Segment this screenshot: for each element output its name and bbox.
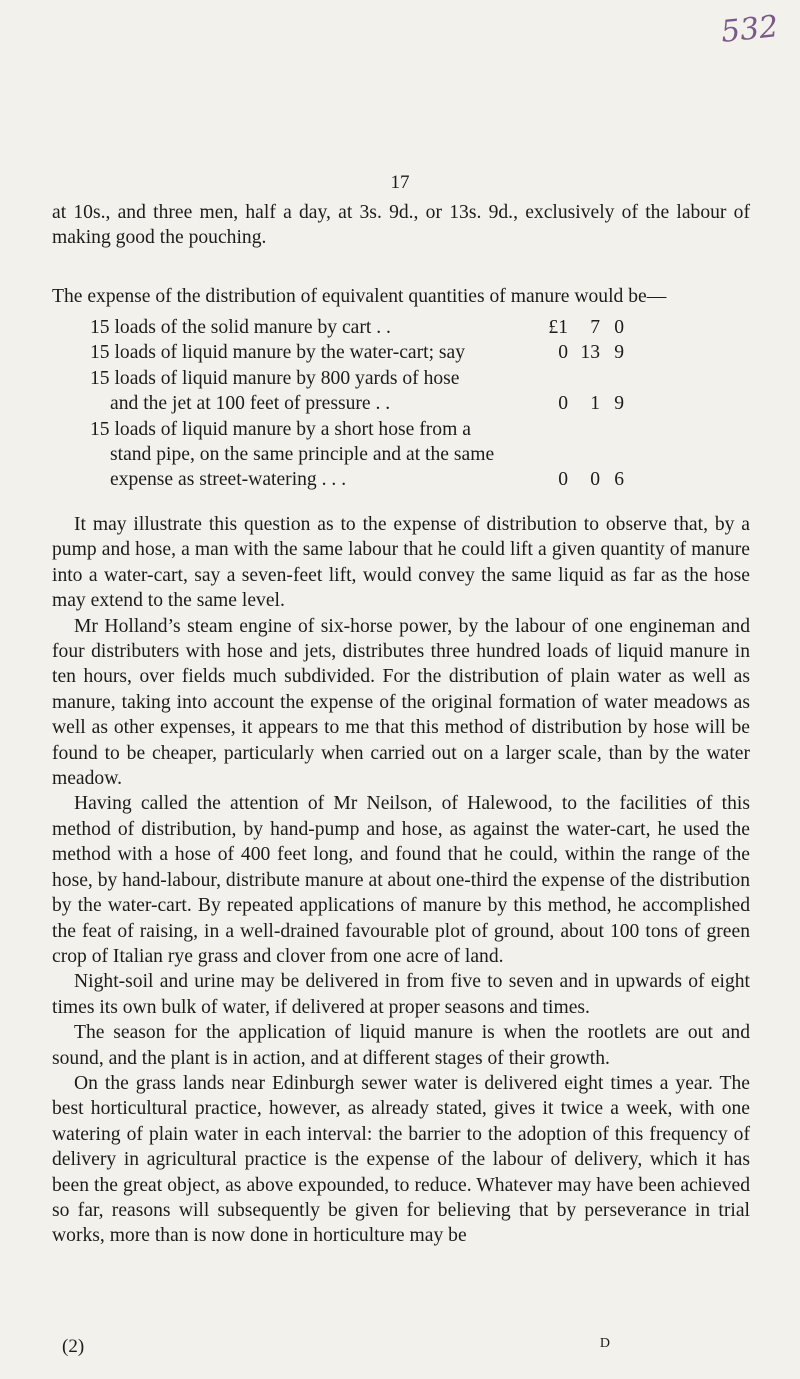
amount-shillings: 13	[580, 342, 600, 364]
expense-description	[90, 366, 520, 417]
amount-pence: 0	[614, 317, 624, 338]
body-paragraph: Night-soil and urine may be delivered in from five to seven and in upwards of eight times its own bulk of water, if delivered at proper seasons and times.	[52, 971, 750, 1018]
signature-letter: D	[599, 1336, 610, 1351]
amount-pence: 6	[614, 469, 624, 491]
amount-pence: 9	[614, 342, 624, 364]
expense-row	[90, 417, 624, 493]
amount-shillings: 1	[590, 393, 600, 415]
expense-description-line: 15 loads of liquid manure by 800 yards of hose	[90, 367, 460, 389]
body-paragraph: The season for the application of liquid manure is when the rootlets are out and sound, and the plant is in action, and at different stages of their growth.	[52, 1022, 750, 1069]
page-number: 17	[390, 172, 410, 193]
expense-description-line: 15 loads of liquid manure by a short hose from a	[90, 418, 471, 440]
signature-mark: (2)	[62, 1336, 85, 1357]
expense-amount	[538, 340, 624, 365]
expense-description	[90, 340, 520, 365]
expense-description-line: and the jet at 100 feet of pressure . .	[110, 393, 391, 415]
amount-pounds: £1	[548, 317, 568, 338]
body-text	[52, 512, 750, 1249]
expense-description-line: 15 loads of the solid manure by cart . .	[90, 317, 391, 338]
amount-shillings: 7	[590, 317, 600, 338]
expense-amount	[538, 315, 624, 340]
expense-intro-text: The expense of the distribution of equivalent quantities of manure would be—	[52, 286, 667, 307]
expense-amount	[538, 467, 624, 492]
amount-shillings: 0	[590, 469, 600, 491]
body-paragraph: Having called the attention of Mr Neilson, of Halewood, to the facilities of this method of distribution, by hand-pump and hose, as against the water-cart, he used the method with a hose of 400 feet long, and found that he could, within the range of the hose, by hand-labour, distribute manure at about one-third the expense of the distribution by the water-cart. By repeated applications of manure by this method, he accomplished the feat of raising, in a well-drained favourable plot of ground, about 100 tons of green crop of Italian rye grass and clover from one acre of land.	[52, 793, 750, 967]
body-paragraph: Mr Holland’s steam engine of six-horse power, by the labour of one engineman and four distributers with hose and jets, distributes three hundred loads of liquid manure in ten hours, over fields much subdivided. For the distribution of plain water as well as manure, taking into account the expense of the original formation of water meadows as well as other expenses, it appears to me that this method of distribution by hose will be found to be cheaper, particularly when carried out on a larger scale, than by the water meadow.	[52, 615, 750, 790]
amount-pounds: 0	[558, 342, 568, 364]
expense-table	[90, 315, 624, 493]
expense-description-line: expense as street-watering . . .	[110, 469, 347, 491]
amount-pounds: 0	[558, 393, 568, 415]
expense-description	[90, 315, 520, 340]
body-paragraph: On the grass lands near Edinburgh sewer water is delivered eight times a year. The best horticultural practice, however, as already stated, gives it twice a week, with one watering of plain water in each interval: the barrier to the adoption of this frequency of delivery in agricultural practice is the expense of the labour of delivery, which it has been the great object, as above expounded, to reduce. Whatever may have been achieved so far, reasons will subsequently be given for believing that by perseverance in trial works, more than is now done in horticulture may be	[52, 1072, 750, 1247]
expense-row	[90, 366, 624, 417]
expense-amount	[538, 391, 624, 416]
expense-description	[90, 417, 520, 493]
intro-paragraph	[52, 200, 750, 251]
expense-intro-paragraph	[52, 284, 750, 309]
body-paragraph: It may illustrate this question as to the expense of distribution to observe that, by a pump and hose, a man with the same labour that he could lift a given quantity of manure into a water-cart, say a seven-feet lift, would convey the same liquid as far as the hose may extend to the same level.	[52, 514, 750, 612]
amount-pence: 9	[614, 393, 624, 415]
handwritten-folio-mark: 532	[719, 9, 780, 50]
expense-description-line: stand pipe, on the same principle and at the same	[110, 444, 495, 466]
intro-text: at 10s., and three men, half a day, at 3s. 9d., or 13s. 9d., exclusively of the labour of making good the pouching.	[52, 202, 750, 249]
amount-pounds: 0	[558, 469, 568, 491]
expense-row	[90, 340, 624, 365]
expense-row	[90, 315, 624, 340]
expense-description-line: 15 loads of liquid manure by the water-cart; say	[90, 342, 466, 364]
